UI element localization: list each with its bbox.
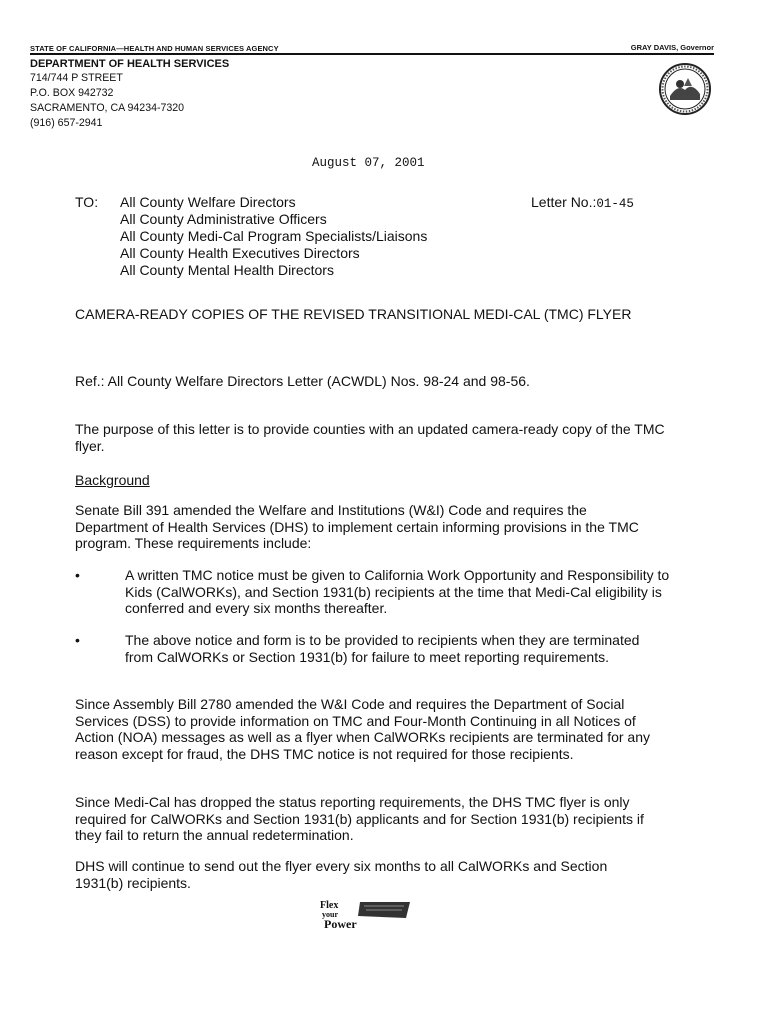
subject-line: CAMERA-READY COPIES OF THE REVISED TRANSITIONAL MEDI-CAL (TMC) FLYER	[75, 306, 632, 322]
address-line: P.O. BOX 942732	[30, 87, 114, 99]
logo-word-power: Power	[324, 917, 357, 930]
logo-word-your: your	[322, 910, 338, 919]
bullet-item: The above notice and form is to be provided to recipients when they are terminated from CalWORKs or Section 1931(b) for failure to meet reporting requirements.	[125, 632, 640, 665]
letter-date: August 07, 2001	[312, 156, 425, 170]
sb391-paragraph: Senate Bill 391 amended the Welfare and Institutions (W&I) Code and requires the Department of Health Services (DHS) to implement certain informing provisions in the TMC program. These requirements include:	[75, 502, 639, 551]
flex-your-power-logo	[318, 898, 414, 930]
bullet-marker: •	[75, 567, 80, 583]
recipient-item: All County Administrative Officers	[120, 211, 327, 227]
header-rule	[30, 53, 714, 55]
letter-number-label: Letter No.:	[531, 194, 597, 210]
letter-number	[531, 194, 634, 211]
state-seal-icon	[658, 62, 712, 116]
recipient-list	[120, 194, 427, 279]
governor-line: GRAY DAVIS, Governor	[630, 43, 714, 52]
address-line: (916) 657-2941	[30, 117, 103, 129]
status-reporting-paragraph: Since Medi-Cal has dropped the status reporting requirements, the DHS TMC flyer is only required for CalWORKs and Section 1931(b) applicants and for Section 1931(b) recipients if they fail to return the annual redetermination.	[75, 794, 644, 843]
logo-word-flex: Flex	[320, 900, 339, 911]
background-heading: Background	[75, 472, 150, 488]
bullet-marker: •	[75, 632, 80, 648]
agency-line: STATE OF CALIFORNIA—HEALTH AND HUMAN SERVICES AGENCY	[30, 44, 279, 53]
department-name: DEPARTMENT OF HEALTH SERVICES	[30, 58, 230, 70]
address-line: SACRAMENTO, CA 94234-7320	[30, 102, 185, 114]
bullet-item: A written TMC notice must be given to California Work Opportunity and Responsibility to Kids (CalWORKs), and Section 1931(b) recipients at the time that Medi-Cal eligibility is conferred and every six months thereafter.	[125, 567, 670, 616]
recipient-item: All County Medi-Cal Program Specialists/Liaisons	[120, 228, 428, 244]
letter-number-value: 01-45	[596, 197, 634, 211]
purpose-paragraph: The purpose of this letter is to provide counties with an updated camera-ready copy of the TMC flyer.	[75, 421, 665, 454]
address-line: 714/744 P STREET	[30, 72, 123, 84]
to-label: TO:	[75, 194, 99, 210]
reference-line: Ref.: All County Welfare Directors Letter (ACWDL) Nos. 98-24 and 98-56.	[75, 373, 530, 389]
ab2780-paragraph: Since Assembly Bill 2780 amended the W&I Code and requires the Department of Social Services (DSS) to provide information on TMC and Four-Month Continuing in all Notices of Action (NOA) messages as well as a flyer when CalWORKs recipients are terminated for any reason except for fraud, the DHS TMC notice is not required for those recipients.	[75, 696, 650, 762]
recipient-item: All County Mental Health Directors	[120, 262, 334, 278]
address-block	[30, 71, 184, 131]
recipient-item: All County Health Executives Directors	[120, 245, 360, 261]
continue-paragraph: DHS will continue to send out the flyer every six months to all CalWORKs and Section 1931(b) recipients.	[75, 858, 608, 891]
recipient-item: All County Welfare Directors	[120, 194, 296, 210]
